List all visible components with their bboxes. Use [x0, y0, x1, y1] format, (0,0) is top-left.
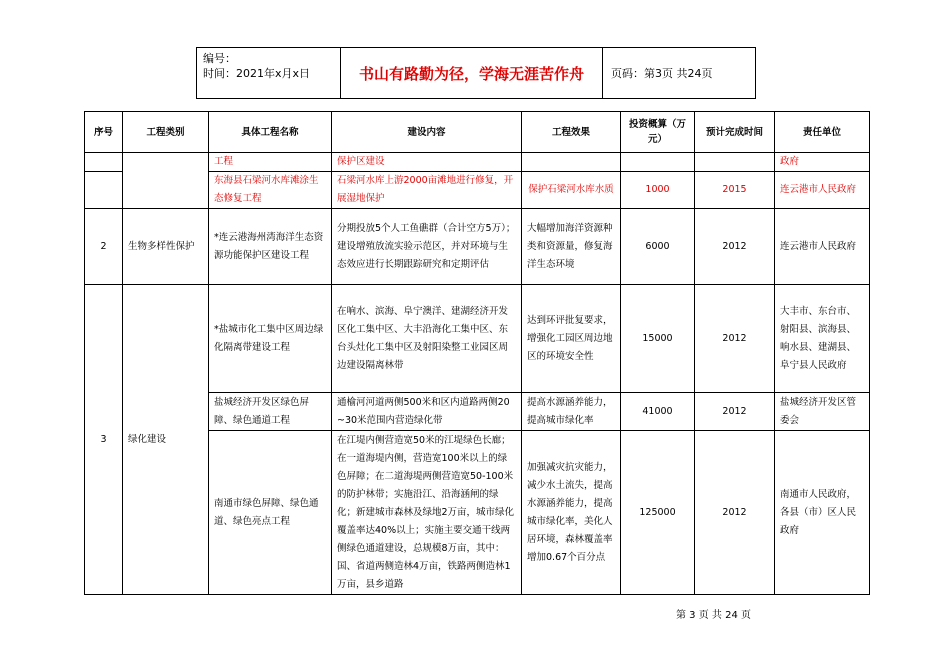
cell-content: 分期投放5个人工鱼礁群（合计空方5万）；建设增殖放流实验示范区，并对环境与生态效应进行长期跟踪研究和定期评估	[332, 209, 522, 285]
col-effect: 工程效果	[522, 112, 621, 153]
col-unit: 责任单位	[775, 112, 870, 153]
cell-invest: 41000	[621, 393, 695, 431]
cell-effect: 加强减灾抗灾能力，减少水土流失，提高水源涵养能力，提高城市绿化率，美化人居环境，森林覆盖率增加0.67个百分点	[522, 431, 621, 595]
cell-name: *盐城市化工集中区周边绿化隔离带建设工程	[209, 285, 332, 393]
col-seq: 序号	[85, 112, 123, 153]
table-row	[85, 209, 870, 285]
cell-name: 盐城经济开发区绿色屏障、绿色通道工程	[209, 393, 332, 431]
cell-name: 工程	[209, 153, 332, 172]
cell-effect: 达到环评批复要求，增强化工园区周边地区的环境安全性	[522, 285, 621, 393]
cell-effect: 大幅增加海洋资源种类和资源量，修复海洋生态环境	[522, 209, 621, 285]
table-row	[85, 285, 870, 393]
cell-unit: 盐城经济开发区管委会	[775, 393, 870, 431]
header-page: 页码：第3页 共24页	[611, 67, 713, 80]
cell-unit: 连云港市人民政府	[775, 209, 870, 285]
cell-seq: 3	[85, 285, 123, 595]
cell-year: 2015	[695, 172, 775, 209]
cell-seq	[85, 153, 123, 172]
cell-invest: 15000	[621, 285, 695, 393]
cell-invest	[621, 153, 695, 172]
cell-year: 2012	[695, 285, 775, 393]
time-label: 时间：2021年x月x日	[203, 67, 311, 80]
document-header	[196, 47, 756, 99]
number-label: 编号：	[203, 52, 236, 65]
cell-content: 通榆河河道两侧500米和区内道路两侧20~30米范围内营造绿化带	[332, 393, 522, 431]
cell-unit: 政府	[775, 153, 870, 172]
cell-category	[123, 153, 209, 209]
cell-year: 2012	[695, 393, 775, 431]
cell-effect	[522, 153, 621, 172]
cell-name: 东海县石梁河水库滩涂生态修复工程	[209, 172, 332, 209]
cell-content: 在江堤内侧营造宽50米的江堤绿色长廊；在一道海堤内侧，营造宽100米以上的绿色屏障；在二道海堤两侧营造宽50-100米的防护林带；实施沿江、沿海涵闸的绿化；新建城市森林及绿地2万亩，城市绿化覆盖率达40%以上；实施主要交通干线两侧绿色通道建设，总规模8万亩，其中：国、省道两侧造林4万亩，铁路两侧造林1万亩，县乡道路	[332, 431, 522, 595]
header-meta	[197, 48, 341, 98]
cell-name: *连云港海州湾海洋生态资源功能保护区建设工程	[209, 209, 332, 285]
cell-effect: 提高水源涵养能力，提高城市绿化率	[522, 393, 621, 431]
cell-seq	[85, 172, 123, 209]
cell-content: 保护区建设	[332, 153, 522, 172]
cell-category: 绿化建设	[123, 285, 209, 595]
cell-year: 2012	[695, 431, 775, 595]
col-invest: 投资概算（万元）	[621, 112, 695, 153]
col-name: 具体工程名称	[209, 112, 332, 153]
cell-unit: 连云港市人民政府	[775, 172, 870, 209]
col-content: 建设内容	[332, 112, 522, 153]
cell-effect: 保护石梁河水库水质	[522, 172, 621, 209]
cell-invest: 6000	[621, 209, 695, 285]
cell-invest: 1000	[621, 172, 695, 209]
table-row	[85, 153, 870, 172]
cell-name: 南通市绿色屏障、绿色通道、绿色亮点工程	[209, 431, 332, 595]
cell-year	[695, 153, 775, 172]
cell-category: 生物多样性保护	[123, 209, 209, 285]
cell-content: 石梁河水库上游2000亩滩地进行修复，开展湿地保护	[332, 172, 522, 209]
cell-seq: 2	[85, 209, 123, 285]
col-category: 工程类别	[123, 112, 209, 153]
project-table	[84, 111, 870, 595]
header-motto: 书山有路勤为径，学海无涯苦作舟	[341, 48, 603, 98]
cell-year: 2012	[695, 209, 775, 285]
cell-unit: 大丰市、东台市、射阳县、滨海县、响水县、建湖县、阜宁县人民政府	[775, 285, 870, 393]
cell-invest: 125000	[621, 431, 695, 595]
cell-unit: 南通市人民政府，各县（市）区人民政府	[775, 431, 870, 595]
col-year: 预计完成时间	[695, 112, 775, 153]
table-header-row	[85, 112, 870, 153]
cell-content: 在响水、滨海、阜宁澳洋、建湖经济开发区化工集中区、大丰沿海化工集中区、东台头灶化工集中区及射阳染整工业园区周边建设隔离林带	[332, 285, 522, 393]
page-footer: 第 3 页 共 24 页	[676, 610, 751, 621]
